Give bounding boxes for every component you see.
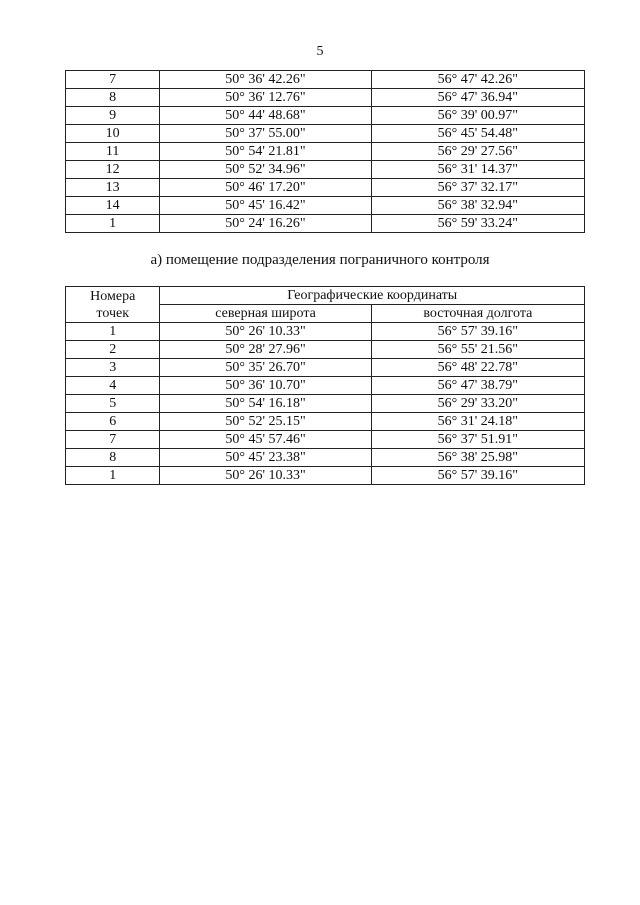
table-row xyxy=(66,197,585,215)
longitude-cell: 56° 38' 32.94" xyxy=(371,197,584,215)
longitude-cell: 56° 29' 33.20" xyxy=(371,395,584,413)
point-number-cell: 8 xyxy=(66,89,160,107)
table1-body xyxy=(66,71,585,233)
table-row xyxy=(66,359,585,377)
longitude-cell: 56° 37' 32.17" xyxy=(371,179,584,197)
latitude-cell: 50° 45' 16.42" xyxy=(160,197,371,215)
section-caption: а) помещение подразделения пограничного контроля xyxy=(150,252,490,268)
table-row xyxy=(66,107,585,125)
table-row xyxy=(66,89,585,107)
latitude-cell: 50° 45' 23.38" xyxy=(160,449,371,467)
longitude-cell: 56° 31' 24.18" xyxy=(371,413,584,431)
latitude-cell: 50° 36' 12.76" xyxy=(160,89,371,107)
longitude-cell: 56° 39' 00.97" xyxy=(371,107,584,125)
longitude-cell: 56° 55' 21.56" xyxy=(371,341,584,359)
table2-header xyxy=(66,287,585,323)
table-row xyxy=(66,215,585,233)
latitude-cell: 50° 28' 27.96" xyxy=(160,341,371,359)
header-geo-coordinates: Географические координаты xyxy=(160,287,585,305)
latitude-cell: 50° 36' 42.26" xyxy=(160,71,371,89)
latitude-cell: 50° 35' 26.70" xyxy=(160,359,371,377)
page-number: 5 xyxy=(316,44,324,59)
table-row xyxy=(66,71,585,89)
table-row xyxy=(66,341,585,359)
table-row xyxy=(66,467,585,485)
table-row xyxy=(66,431,585,449)
longitude-cell: 56° 45' 54.48" xyxy=(371,125,584,143)
table-row xyxy=(66,413,585,431)
longitude-cell: 56° 57' 39.16" xyxy=(371,467,584,485)
latitude-cell: 50° 46' 17.20" xyxy=(160,179,371,197)
point-number-cell: 4 xyxy=(66,377,160,395)
table-row xyxy=(66,395,585,413)
longitude-cell: 56° 38' 25.98" xyxy=(371,449,584,467)
header-point-numbers-line1: Номера xyxy=(90,288,136,304)
longitude-cell: 56° 57' 39.16" xyxy=(371,323,584,341)
latitude-cell: 50° 37' 55.00" xyxy=(160,125,371,143)
longitude-cell: 56° 48' 22.78" xyxy=(371,359,584,377)
header-point-numbers-line2: точек xyxy=(96,305,130,321)
point-number-cell: 8 xyxy=(66,449,160,467)
table-row xyxy=(66,377,585,395)
point-number-cell: 1 xyxy=(66,215,160,233)
longitude-cell: 56° 31' 14.37" xyxy=(371,161,584,179)
latitude-cell: 50° 24' 16.26" xyxy=(160,215,371,233)
longitude-cell: 56° 37' 51.91" xyxy=(371,431,584,449)
latitude-cell: 50° 54' 21.81" xyxy=(160,143,371,161)
point-number-cell: 1 xyxy=(66,323,160,341)
point-number-cell: 14 xyxy=(66,197,160,215)
table2-header-row-1 xyxy=(66,287,585,305)
longitude-cell: 56° 29' 27.56" xyxy=(371,143,584,161)
table-row xyxy=(66,143,585,161)
point-number-cell: 3 xyxy=(66,359,160,377)
table-row xyxy=(66,125,585,143)
latitude-cell: 50° 26' 10.33" xyxy=(160,467,371,485)
latitude-cell: 50° 36' 10.70" xyxy=(160,377,371,395)
table2-body xyxy=(66,323,585,485)
latitude-cell: 50° 45' 57.46" xyxy=(160,431,371,449)
longitude-cell: 56° 59' 33.24" xyxy=(371,215,584,233)
latitude-cell: 50° 26' 10.33" xyxy=(160,323,371,341)
point-number-cell: 1 xyxy=(66,467,160,485)
table-row xyxy=(66,179,585,197)
header-point-numbers xyxy=(66,287,160,323)
table-row xyxy=(66,323,585,341)
point-number-cell: 9 xyxy=(66,107,160,125)
latitude-cell: 50° 52' 25.15" xyxy=(160,413,371,431)
latitude-cell: 50° 54' 16.18" xyxy=(160,395,371,413)
point-number-cell: 7 xyxy=(66,71,160,89)
latitude-cell: 50° 44' 48.68" xyxy=(160,107,371,125)
latitude-cell: 50° 52' 34.96" xyxy=(160,161,371,179)
longitude-cell: 56° 47' 36.94" xyxy=(371,89,584,107)
longitude-cell: 56° 47' 42.26" xyxy=(371,71,584,89)
point-number-cell: 5 xyxy=(66,395,160,413)
point-number-cell: 7 xyxy=(66,431,160,449)
point-number-cell: 12 xyxy=(66,161,160,179)
point-number-cell: 11 xyxy=(66,143,160,161)
table-row xyxy=(66,449,585,467)
header-north-latitude: северная широта xyxy=(160,305,371,323)
coordinates-table-continued xyxy=(65,70,585,233)
header-east-longitude: восточная долгота xyxy=(371,305,584,323)
point-number-cell: 10 xyxy=(66,125,160,143)
border-control-coordinates-table xyxy=(65,286,585,485)
table-row xyxy=(66,161,585,179)
point-number-cell: 13 xyxy=(66,179,160,197)
point-number-cell: 2 xyxy=(66,341,160,359)
longitude-cell: 56° 47' 38.79" xyxy=(371,377,584,395)
point-number-cell: 6 xyxy=(66,413,160,431)
